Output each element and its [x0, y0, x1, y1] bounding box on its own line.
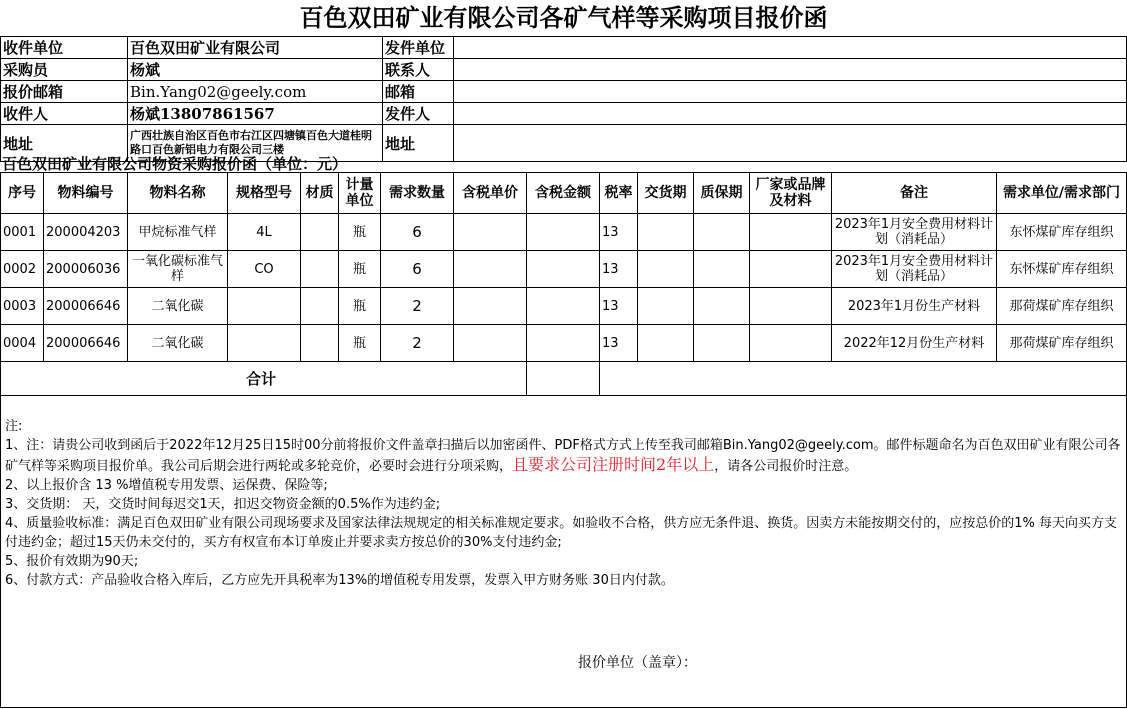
- cell-brand[interactable]: [750, 288, 832, 325]
- note-1-highlight: 且要求公司注册时间2年以上: [512, 455, 715, 474]
- sub-title: 百色双田矿业有限公司物资采购报价函（单位：元）: [2, 155, 348, 173]
- cell-code: 200006646: [44, 288, 128, 325]
- contact-value[interactable]: [454, 59, 1127, 81]
- table-row: [1, 288, 1127, 325]
- cell-amount[interactable]: [527, 251, 600, 288]
- cell-tax: 13: [600, 251, 638, 288]
- cell-brand[interactable]: [750, 214, 832, 251]
- quote-table: [0, 172, 1127, 396]
- sender-label: 发件人: [383, 103, 454, 125]
- buyer-label: 采购员: [1, 59, 128, 81]
- cell-price[interactable]: [454, 214, 527, 251]
- cell-price[interactable]: [454, 288, 527, 325]
- cell-material[interactable]: [301, 325, 339, 362]
- cell-delivery[interactable]: [638, 214, 694, 251]
- cell-spec: [228, 325, 301, 362]
- address-label-2: 地址: [383, 125, 454, 162]
- col-header: 物料编号: [44, 173, 128, 214]
- col-header: 序号: [1, 173, 44, 214]
- mailbox-value[interactable]: [454, 81, 1127, 103]
- cell-amount[interactable]: [527, 288, 600, 325]
- notes-head: 注:: [5, 419, 23, 434]
- buyer-value: 杨斌: [128, 59, 383, 81]
- quote-unit-stamp-label: 报价单位（盖章）：: [578, 655, 697, 671]
- sender-value[interactable]: [454, 103, 1127, 125]
- cell-code: 200006646: [44, 325, 128, 362]
- cell-code: 200006036: [44, 251, 128, 288]
- cell-price[interactable]: [454, 251, 527, 288]
- note-1: [5, 436, 1122, 476]
- table-row: [1, 325, 1127, 362]
- cell-unit: 瓶: [339, 214, 381, 251]
- note-4: 4、质量验收标准：满足百色双田矿业有限公司现场要求及国家法律法规规定的相关标准规定要求。如验收不合格，供方应无条件退、换货。因卖方未能按期交付的，应按总价的1% 每天向买方支付违约金；超过15天仍未交付的，买方有权宣布本订单废止并要求卖方按总价的30%支付违约金;: [5, 516, 1118, 550]
- cell-brand[interactable]: [750, 325, 832, 362]
- cell-qty: 6: [381, 214, 454, 251]
- cell-remark: 2023年1月安全费用材料计划（消耗品）: [832, 251, 997, 288]
- document-title: 百色双田矿业有限公司各矿气样等采购项目报价函: [299, 3, 828, 32]
- cell-material[interactable]: [301, 251, 339, 288]
- header-info-table: [0, 36, 1127, 162]
- cell-warranty[interactable]: [694, 214, 750, 251]
- sender-unit-label: 发件单位: [383, 37, 454, 59]
- note-1-text-a: 1、注：请贵公司收到函后于2022年12月25日15时00分前将报价文件盖章扫描后以加密函件、PDF格式方式上传至我司邮箱Bin.Yang02@geely.com。邮件标题命名为百色双田矿业有限公司各矿气样等采购项目报价单。我公司后期会进行两轮或多轮竞价，必要时会进行分项采购，: [5, 438, 1121, 474]
- cell-material[interactable]: [301, 288, 339, 325]
- cell-spec: 4L: [228, 214, 301, 251]
- cell-tax: 13: [600, 288, 638, 325]
- cell-unit: 瓶: [339, 288, 381, 325]
- recipient-value: 杨斌13807861567: [128, 103, 383, 125]
- cell-dept: 那荷煤矿库存组织: [997, 288, 1127, 325]
- address-value: 广西壮族自治区百色市右江区四塘镇百色大道桂明路口百色新铝电力有限公司三楼: [128, 125, 383, 162]
- note-6: 6、付款方式：产品验收合格入库后，乙方应先开具税率为13%的增值税专用发票，发票入甲方财务账 30日内付款。: [5, 573, 674, 588]
- col-header: 交货期: [638, 173, 694, 214]
- mailbox-label: 邮箱: [383, 81, 454, 103]
- cell-warranty[interactable]: [694, 325, 750, 362]
- col-header: 质保期: [694, 173, 750, 214]
- cell-delivery[interactable]: [638, 288, 694, 325]
- cell-material[interactable]: [301, 214, 339, 251]
- col-header: 备注: [832, 173, 997, 214]
- note-2: 2、以上报价含 13 %增值税专用发票、运保费、保险等;: [5, 478, 328, 493]
- total-row: [1, 362, 1127, 396]
- receiver-unit-label: 收件单位: [1, 37, 128, 59]
- cell-code: 200004203: [44, 214, 128, 251]
- cell-seq: 0002: [1, 251, 44, 288]
- cell-seq: 0003: [1, 288, 44, 325]
- cell-tax: 13: [600, 214, 638, 251]
- total-filler: [600, 362, 1127, 396]
- cell-spec: CO: [228, 251, 301, 288]
- recipient-label: 收件人: [1, 103, 128, 125]
- col-header: 需求单位/需求部门: [997, 173, 1127, 214]
- cell-remark: 2022年12月份生产材料: [832, 325, 997, 362]
- cell-qty: 2: [381, 288, 454, 325]
- cell-warranty[interactable]: [694, 288, 750, 325]
- table-row: [1, 214, 1127, 251]
- col-header: 计量单位: [339, 173, 381, 214]
- table-row: [1, 251, 1127, 288]
- cell-amount[interactable]: [527, 214, 600, 251]
- cell-qty: 6: [381, 251, 454, 288]
- cell-amount[interactable]: [527, 325, 600, 362]
- cell-price[interactable]: [454, 325, 527, 362]
- cell-seq: 0004: [1, 325, 44, 362]
- sender-unit-value[interactable]: [454, 37, 1127, 59]
- cell-dept: 东怀煤矿库存组织: [997, 251, 1127, 288]
- cell-brand[interactable]: [750, 251, 832, 288]
- cell-name: 二氧化碳: [128, 325, 228, 362]
- note-5: 5、报价有效期为90天;: [5, 554, 139, 569]
- col-header: 规格型号: [228, 173, 301, 214]
- col-header: 物料名称: [128, 173, 228, 214]
- cell-dept: 那荷煤矿库存组织: [997, 325, 1127, 362]
- col-header: 含税金额: [527, 173, 600, 214]
- col-header: 厂家或品牌及材料: [750, 173, 832, 214]
- total-label: 合计: [1, 362, 527, 396]
- cell-delivery[interactable]: [638, 325, 694, 362]
- address-label: 地址: [1, 125, 128, 162]
- cell-delivery[interactable]: [638, 251, 694, 288]
- cell-name: 一氧化碳标准气样: [128, 251, 228, 288]
- receiver-unit-value: 百色双田矿业有限公司: [128, 37, 383, 59]
- email-value[interactable]: Bin.Yang02@geely.com: [128, 81, 383, 103]
- cell-dept: 东怀煤矿库存组织: [997, 214, 1127, 251]
- col-header: 税率: [600, 173, 638, 214]
- cell-tax: 13: [600, 325, 638, 362]
- total-amount[interactable]: [527, 362, 600, 396]
- note-3: 3、交货期： 天，交货时间每迟交1天，扣迟交物资金额的0.5%作为违约金;: [5, 497, 441, 512]
- col-header: 含税单价: [454, 173, 527, 214]
- notes-section: [0, 395, 1127, 708]
- email-label: 报价邮箱: [1, 81, 128, 103]
- cell-name: 甲烷标准气样: [128, 214, 228, 251]
- cell-unit: 瓶: [339, 251, 381, 288]
- cell-warranty[interactable]: [694, 251, 750, 288]
- cell-remark: 2023年1月安全费用材料计划（消耗品）: [832, 214, 997, 251]
- cell-spec: [228, 288, 301, 325]
- cell-unit: 瓶: [339, 325, 381, 362]
- col-header: 需求数量: [381, 173, 454, 214]
- cell-qty: 2: [381, 325, 454, 362]
- contact-label: 联系人: [383, 59, 454, 81]
- cell-name: 二氧化碳: [128, 288, 228, 325]
- cell-seq: 0001: [1, 214, 44, 251]
- col-header: 材质: [301, 173, 339, 214]
- cell-remark: 2023年1月份生产材料: [832, 288, 997, 325]
- address-value-2[interactable]: [454, 125, 1127, 162]
- note-1-text-b: ，请各公司报价时注意。: [714, 459, 858, 474]
- table-header-row: [1, 173, 1127, 214]
